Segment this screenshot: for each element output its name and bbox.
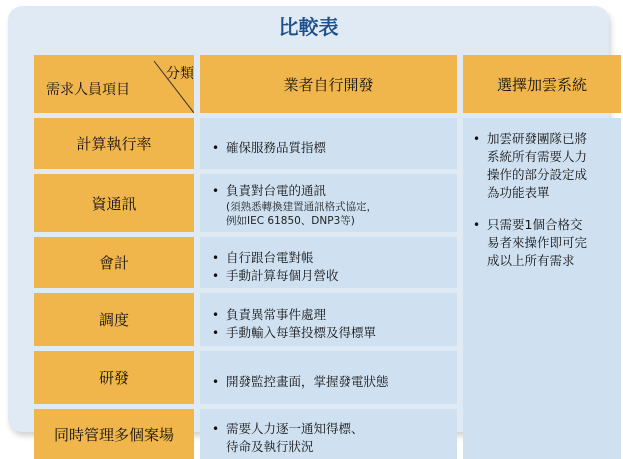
row-label-rnd: 研發 — [34, 351, 194, 404]
page-title: 比較表 — [278, 15, 339, 39]
list-item: • 負責對台電的通訊 — [212, 183, 327, 198]
row-content-rnd — [200, 351, 457, 404]
header-self-develop: 業者自行開發 — [200, 55, 457, 113]
cloud-system-content — [463, 118, 621, 459]
list-item: • 開發監控畫面，掌握發電狀態 — [212, 373, 389, 389]
row-label-telecom: 資通訊 — [34, 174, 194, 232]
row-label-dispatch: 調度 — [34, 293, 194, 346]
list-item: • 手動計算每個月營收 — [212, 267, 339, 283]
row-label-multi-site: 同時管理多個案場 — [34, 409, 194, 459]
row-content-accounting — [200, 237, 457, 288]
list-item: • 加雲研發團隊已將 系統所有需要人力 操作的部分設定成 為功能表單 — [473, 131, 588, 200]
comparison-table — [34, 55, 621, 459]
note-text: (須熟悉轉換建置通訊格式協定， — [226, 201, 378, 213]
header-corner-left: 需求人員項目 — [46, 82, 130, 98]
list-item-continuation: 待命及執行狀況 — [226, 439, 314, 454]
row-content-telecom — [200, 174, 457, 232]
row-content-dispatch — [200, 293, 457, 346]
comparison-card — [8, 6, 609, 454]
row-label-execution-rate: 計算執行率 — [34, 118, 194, 169]
note-text: 例如IEC 61850、DNP3等) — [226, 215, 355, 227]
row-content-execution-rate — [200, 118, 457, 169]
header-corner-right: 分類 — [166, 66, 194, 82]
list-item: • 需要人力逐一通知得標、 — [212, 421, 364, 436]
header-corner-cell — [34, 55, 194, 113]
header-cloud-system: 選擇加雲系統 — [463, 55, 621, 113]
list-item: • 自行跟台電對帳 — [212, 249, 314, 265]
row-content-multi-site — [200, 409, 457, 459]
list-item: • 負責異常事件處理 — [212, 306, 327, 322]
list-item: • 只需要1個合格交 易者來操作即可完 成以上所有需求 — [473, 217, 588, 268]
list-item: • 手動輸入每筆投標及得標單 — [212, 324, 377, 340]
row-label-accounting: 會計 — [34, 237, 194, 288]
list-item: • 確保服務品質指標 — [212, 139, 327, 155]
